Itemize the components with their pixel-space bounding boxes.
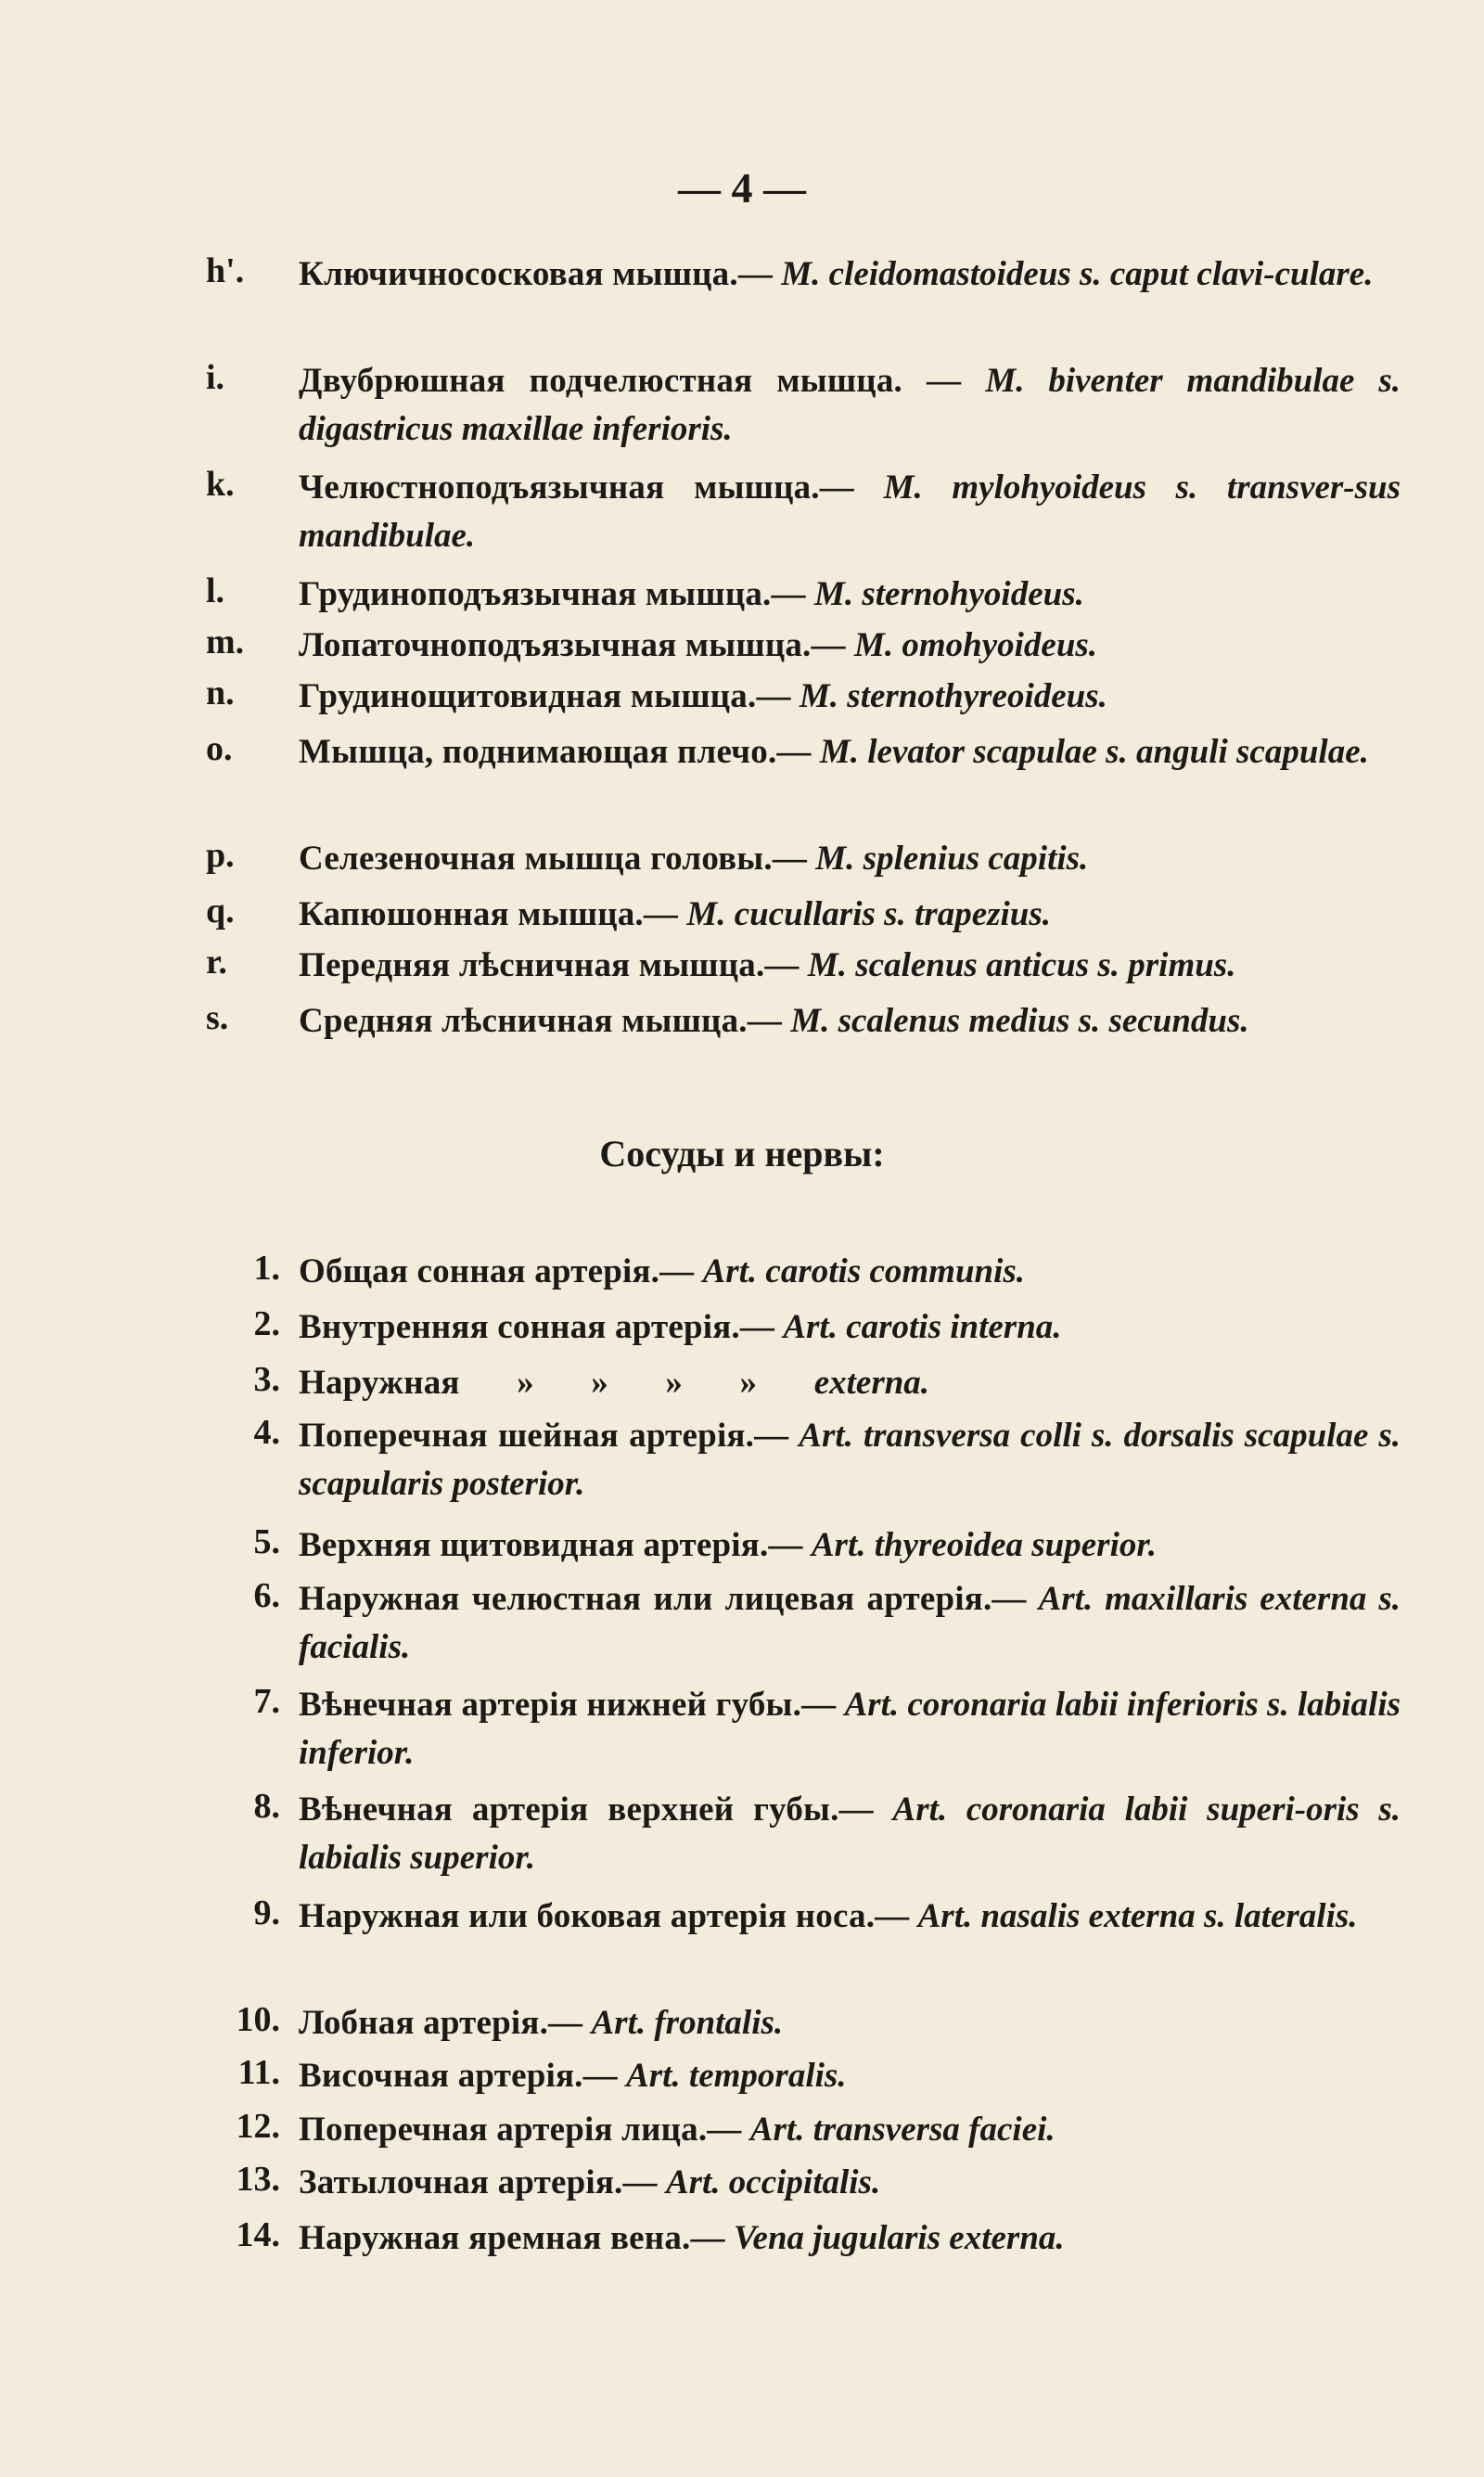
latin-term: M. omohyoideus. [853,626,1098,664]
item-label: p. [206,836,235,875]
item-number: 2. [253,1304,280,1343]
section-title: Сосуды и нервы: [599,1133,885,1174]
item-number: 9. [253,1893,280,1932]
list-item [206,1521,1412,1570]
latin-term: M. levator scapulae s. anguli scapulae. [819,733,1369,771]
russian-term: Наружная или боковая артерія носа.— [299,1897,910,1935]
list-item [206,1893,1412,1941]
list-item [206,997,1412,1046]
russian-term: Верхняя щитовидная артерія.— [299,1526,803,1564]
item-number: 5. [253,1522,280,1561]
item-label: n. [206,674,235,712]
list-item [206,571,1412,619]
item-number: 12. [236,2107,280,2146]
list-item [206,1575,1412,1672]
list-item [206,2159,1412,2207]
list-item [206,622,1412,670]
latin-term: Vena jugularis externa. [733,2219,1065,2257]
russian-term: Височная артерія.— [299,2057,618,2095]
latin-term: M. splenius capitis. [815,840,1089,878]
russian-term: Грудинощитовидная мышца.— [299,677,791,715]
latin-term: Art. frontalis. [591,2004,784,2042]
russian-term: Двубрюшная подчелюстная мышца. — [299,362,986,400]
russian-term: Внутренняя сонная артерія.— [299,1308,775,1346]
latin-term: M. sternothyreoideus. [799,677,1107,715]
list-item [206,1999,1412,2047]
list-item [206,835,1412,883]
russian-term: Средняя лѣсничная мышца.— [299,1002,782,1040]
list-item [206,942,1412,990]
russian-term: Общая сонная артерія.— [299,1252,695,1290]
item-label: q. [206,892,235,930]
list-item [206,357,1412,454]
russian-term: Затылочная артерія.— [299,2163,658,2201]
latin-term: Art. temporalis. [626,2057,847,2095]
latin-term: Art. transversa colli s. dorsalis scapulae s. scapularis posterior. [299,1417,1401,1503]
list-item [206,1681,1412,1778]
latin-term: M. scalenus medius s. secundus. [790,1002,1249,1040]
russian-term: Вѣнечная артерія верхней губы.— [299,1790,874,1829]
item-label: r. [206,943,227,982]
list-item [206,1359,1412,1407]
list-item [206,2052,1412,2100]
russian-term: Наружная челюстная или лицевая артерія.— [299,1580,1027,1618]
latin-term: Art. thyreoidea superior. [811,1526,1157,1564]
russian-term: Селезеночная мышца головы.— [299,840,808,878]
latin-term: Art. carotis communis. [702,1252,1026,1290]
latin-term: M. mylohyoideus s. transver-sus mandibulae. [299,468,1401,555]
latin-term: M. cucullaris s. trapezius. [686,895,1052,933]
item-number: 7. [253,1682,280,1721]
list-item [206,673,1412,721]
latin-term: Art. transversa faciei. [749,2111,1055,2149]
item-label: l. [206,571,225,610]
russian-term: Поперечная артерія лица.— [299,2111,742,2149]
item-number: 10. [236,2000,280,2039]
item-label: s. [206,998,229,1037]
russian-term: Лопаточноподъязычная мышца.— [299,626,846,664]
list-item [206,2214,1412,2263]
item-label: m. [206,622,245,661]
russian-term: Передняя лѣсничная мышца.— [299,946,800,984]
russian-term: Мышца, поднимающая плечо.— [299,733,812,771]
latin-term: Art. carotis interna. [783,1308,1062,1346]
item-label: i. [206,358,225,397]
list-item [206,464,1412,560]
latin-term: Art. nasalis externa s. lateralis. [917,1897,1358,1935]
item-number: 4. [253,1413,280,1452]
item-label: o. [206,729,233,768]
item-number: 1. [253,1249,280,1288]
list-item [206,2106,1412,2154]
russian-term: Наружная яремная вена.— [299,2219,725,2257]
list-item [206,891,1412,939]
latin-term: externa. [813,1364,930,1402]
russian-term: Наружная » » » » [299,1364,814,1402]
russian-term: Грудиноподъязычная мышца.— [299,575,806,613]
page-number: — 4 — [678,164,806,212]
list-item [206,1412,1412,1508]
list-item [206,250,1412,299]
latin-term: M. scalenus anticus s. primus. [807,946,1236,984]
item-label: k. [206,465,235,504]
item-number: 13. [236,2160,280,2199]
item-number: 11. [237,2053,280,2092]
latin-term: M. biventer mandibulae s. digastricus maxillae inferioris. [299,362,1401,448]
list-item [206,1248,1412,1296]
item-number: 8. [253,1787,280,1826]
russian-term: Капюшонная мышца.— [299,895,679,933]
item-number: 14. [236,2215,280,2254]
russian-term: Вѣнечная артерія нижней губы.— [299,1686,837,1724]
latin-term: M. cleidomastoideus s. caput clavi-culare. [781,255,1374,293]
latin-term: M. sternohyoideus. [813,575,1084,613]
latin-term: Art. coronaria labii superi-oris s. labialis superior. [299,1790,1401,1877]
list-item [206,1786,1412,1882]
item-number: 3. [253,1360,280,1399]
list-item [206,728,1412,776]
russian-term: Челюстноподъязычная мышца.— [299,468,854,507]
latin-term: Art. maxillaris externa s. facialis. [299,1580,1401,1666]
item-number: 6. [253,1576,280,1615]
latin-term: Art. coronaria labii inferioris s. labialis inferior. [299,1686,1401,1772]
russian-term: Лобная артерія.— [299,2004,583,2042]
item-label: h'. [206,251,245,290]
russian-term: Ключичнососковая мышца.— [299,255,774,293]
latin-term: Art. occipitalis. [665,2163,881,2201]
russian-term: Поперечная шейная артерія.— [299,1417,789,1455]
list-item [206,1303,1412,1352]
